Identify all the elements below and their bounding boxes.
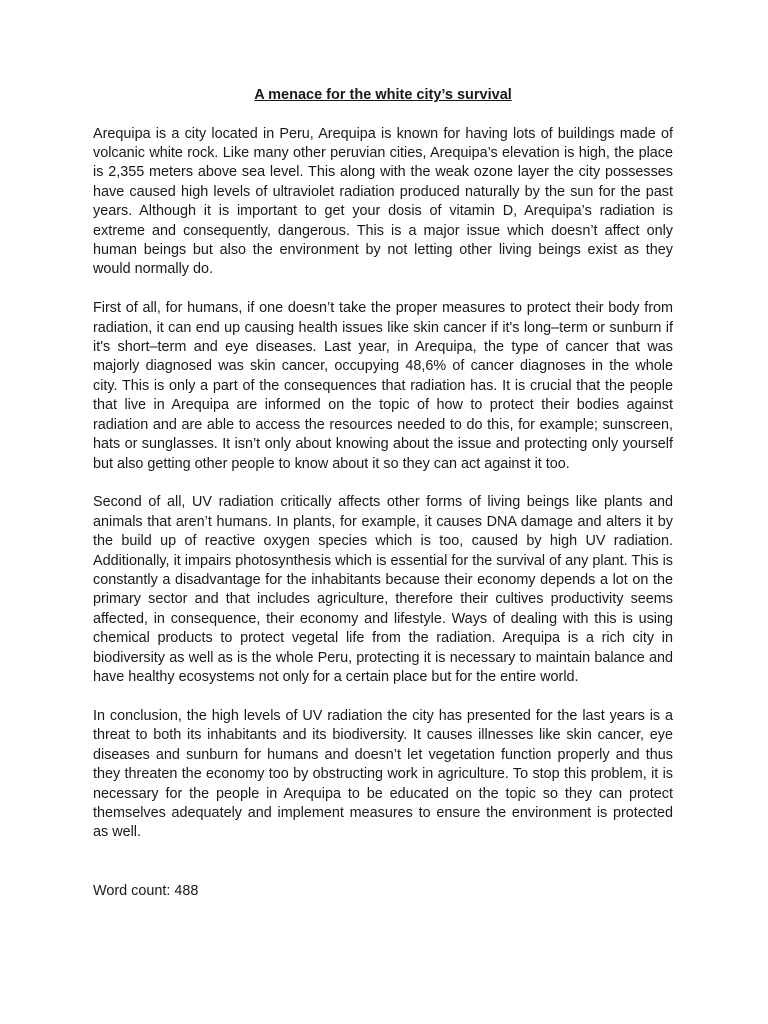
paragraph-humans: First of all, for humans, if one doesn’t take the proper measures to protect their body from radiation, it can end up causing health issues like skin cancer if it's long–term or sunburn if it's short–term and eye diseases. Last year, in Arequipa, the type of cancer that was majorly diagnosed was skin cancer, occupying 48,6% of cancer diagnoses in the whole city. This is only a part of the consequences that radiation has. It is crucial that the people that live in Arequipa are informed on the topic of how to protect their bodies against radiation and are able to access the resources needed to do this, for example; sunscreen, hats or sunglasses. It isn’t only about knowing about the issue and protecting only yourself but also getting other people to know about it so they can act against it too.: [93, 300, 673, 472]
paragraph-conclusion: In conclusion, the high levels of UV radiation the city has presented for the last years is a threat to both its inhabitants and its biodiversity. It causes illnesses like skin cancer, eye diseases and sunburn for humans and doesn’t let vegetation function properly and thus they threaten the economy too by obstructing work in agriculture. To stop this problem, it is necessary for the people in Arequipa to be educated on the topic so they can protect themselves adequately and implement measures to ensure the environment is protected as well.: [93, 707, 673, 841]
word-count: Word count: 488: [93, 882, 199, 899]
paragraph-living-beings: Second of all, UV radiation critically affects other forms of living beings like plants and animals that aren’t humans. In plants, for example, it causes DNA damage and alters it by the build up of reactive oxygen species which is too, caused by high UV radiation. Additionally, it impairs photosynthesis which is essential for the survival of any plant. This is constantly a disadvantage for the inhabitants because their economy depends a lot on the primary sector and that includes agriculture, therefore their cultives productivity seems affected, in consequence, their economy and lifestyle. Ways of dealing with this is using chemical products to protect vegetal life from the radiation. Arequipa is a rich city in biodiversity as well as is the whole Peru, protecting it is necessary to maintain balance and have healthy ecosystems not only for a certain place but for the entire world.: [93, 494, 673, 686]
document-page: [93, 86, 673, 901]
paragraph-introduction: Arequipa is a city located in Peru, Arequipa is known for having lots of buildings made of volcanic white rock. Like many other peruvian cities, Arequipa’s elevation is high, the place is 2,355 meters above sea level. This along with the weak ozone layer the city possesses have caused high levels of ultraviolet radiation produced naturally by the sun for the past years. Although it is important to get your dosis of vitamin D, Arequipa’s radiation is extreme and consequently, dangerous. This is a major issue which doesn’t affect only human beings but also the environment by not letting other living beings exist as they would normally do.: [93, 125, 673, 278]
document-title: A menace for the white city’s survival: [254, 87, 512, 103]
